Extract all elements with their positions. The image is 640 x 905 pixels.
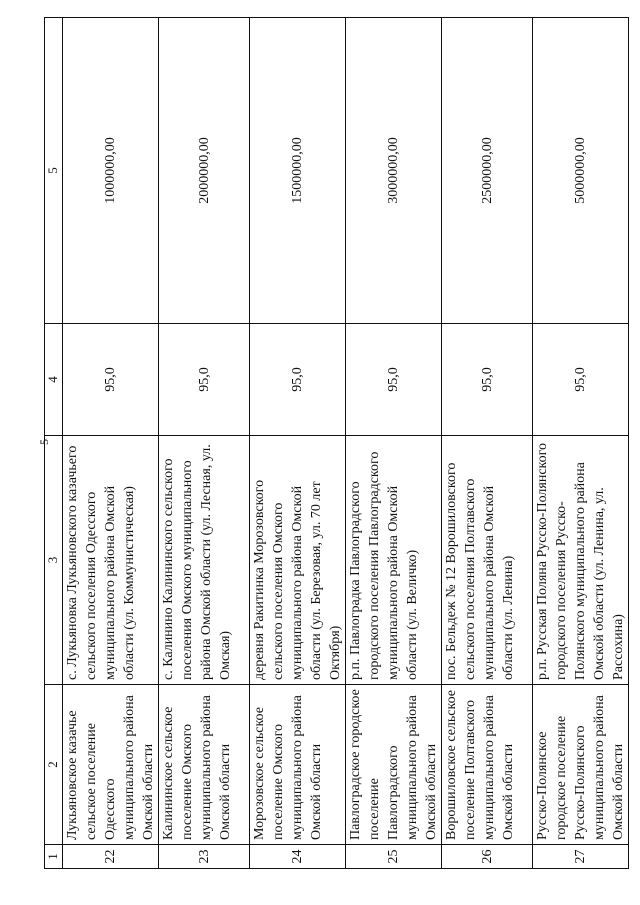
- locality-cell: р.п. Павлоградка Павлоградского городского поселения Павлоградского муниципального района Омской области (ул. Величко): [346, 436, 442, 685]
- municipality-cell: Калининское сельское поселение Омского муниципального района Омской области: [159, 685, 250, 845]
- municipality-cell: Русско-Полянское городское поселение Русско-Полянского муниципального района Омской области: [533, 685, 629, 845]
- municipality-cell: Лукьяновское казачье сельское поселение Одесского муниципального района Омской области: [63, 685, 159, 845]
- table-row: [442, 18, 533, 869]
- percent-cell: 95,0: [346, 324, 442, 436]
- percent-cell: 95,0: [63, 324, 159, 436]
- row-number: 23: [159, 845, 250, 869]
- header-col-1: 1: [45, 845, 63, 869]
- header-col-2: 2: [45, 685, 63, 845]
- locality-cell: деревня Ракитинка Морозовского сельского поселения Омского муниципального района Омской области (ул. Березовая, ул. 70 лет Октября): [250, 436, 346, 685]
- amount-cell: 2000000,00: [159, 18, 250, 324]
- percent-cell: 95,0: [442, 324, 533, 436]
- subsidy-table: [44, 17, 629, 869]
- table-row: [63, 18, 159, 869]
- municipality-cell: Павлоградское городское поселение Павлоградского муниципального района Омской области: [346, 685, 442, 845]
- row-number: 26: [442, 845, 533, 869]
- row-number: 27: [533, 845, 629, 869]
- percent-cell: 95,0: [159, 324, 250, 436]
- table-row: [346, 18, 442, 869]
- percent-cell: 95,0: [533, 324, 629, 436]
- amount-cell: 2500000,00: [442, 18, 533, 324]
- amount-cell: 1000000,00: [63, 18, 159, 324]
- amount-cell: 1500000,00: [250, 18, 346, 324]
- locality-cell: с. Калинино Калининского сельского поселения Омского муниципального района Омской области (ул. Лесная, ул. Омская): [159, 436, 250, 685]
- header-col-4: 4: [45, 324, 63, 436]
- locality-cell: р.п. Русская Поляна Русско-Полянского городского поселения Русско-Полянского муниципального района Омской области (ул. Ленина, ул. Рассохина): [533, 436, 629, 685]
- rotated-table-wrapper: [44, 18, 626, 869]
- municipality-cell: Ворошиловское сельское поселение Полтавского муниципального района Омской области: [442, 685, 533, 845]
- municipality-cell: Морозовское сельское поселение Омского муниципального района Омской области: [250, 685, 346, 845]
- table-row: [159, 18, 250, 869]
- row-number: 22: [63, 845, 159, 869]
- header-col-3: 3: [45, 436, 63, 685]
- amount-cell: 3000000,00: [346, 18, 442, 324]
- percent-cell: 95,0: [250, 324, 346, 436]
- locality-cell: с. Лукьяновка Лукьяновского казачьего сельского поселения Одесского муниципального района Омской области (ул. Коммунистическая): [63, 436, 159, 685]
- locality-cell: пос. Бельдеж № 12 Ворошиловского сельского поселения Полтавского муниципального района Омской области (ул. Ленина): [442, 436, 533, 685]
- row-number: 24: [250, 845, 346, 869]
- table-row: [533, 18, 629, 869]
- header-col-5: 5: [45, 18, 63, 324]
- header-row: [45, 18, 63, 869]
- row-number: 25: [346, 845, 442, 869]
- page-number: 5: [37, 439, 51, 445]
- table-row: [250, 18, 346, 869]
- amount-cell: 5000000,00: [533, 18, 629, 324]
